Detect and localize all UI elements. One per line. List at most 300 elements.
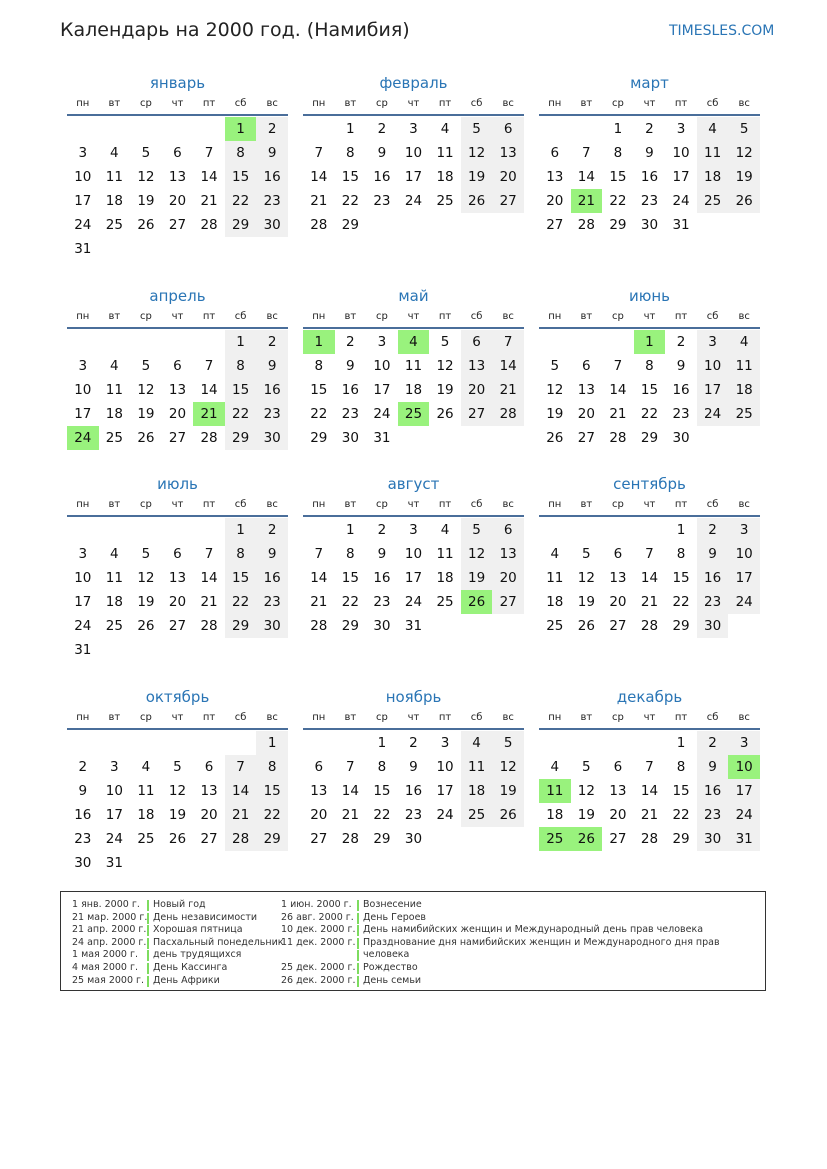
day-cell: 18 [546,807,564,823]
month-name: март [630,74,669,92]
day-cell: 25 [461,803,493,827]
day-cell: 17 [436,783,454,799]
day-cell: 9 [256,141,288,165]
day-cell: 3 [440,735,450,751]
day-cell: 17 [404,169,423,185]
weekday-header [303,307,524,329]
day-cell: 8 [225,141,257,165]
day-grid [539,518,760,638]
day-cell: 18 [105,594,123,610]
holiday-day-cell: 1 [303,330,335,354]
day-cell: 15 [609,169,627,185]
day-cell: 8 [314,358,324,374]
weekday-label: пн [76,311,90,322]
weekday-label: пн [312,499,326,510]
day-cell: 6 [173,145,182,161]
day-cell: 15 [640,382,659,398]
day-cell: 14 [341,783,359,799]
day-cell: 3 [697,330,729,354]
month-block [303,285,524,450]
day-cell: 26 [168,831,187,847]
day-cell: 29 [341,618,359,634]
day-cell: 12 [137,382,155,398]
day-cell: 16 [74,807,92,823]
day-cell: 24 [728,803,760,827]
day-grid [539,330,760,450]
day-cell: 13 [168,382,187,398]
day-cell: 5 [173,759,182,775]
holiday-day-cell: 1 [225,117,257,141]
day-cell: 2 [676,334,686,350]
day-cell: 7 [225,755,257,779]
day-cell: 6 [204,759,214,775]
day-cell: 4 [728,330,760,354]
weekday-header [303,495,524,517]
holiday-day-cell: 1 [634,330,666,354]
weekday-label: вс [738,499,750,510]
day-cell: 8 [225,354,257,378]
weekday-label: пт [438,311,452,322]
day-cell: 2 [256,117,288,141]
month-block [303,72,524,237]
empty-cell [99,117,131,141]
day-cell: 23 [74,831,92,847]
day-cell: 6 [461,330,493,354]
day-cell: 12 [461,141,493,165]
day-cell: 31 [672,217,690,233]
holiday-name: День независимости [153,911,258,923]
day-cell: 14 [225,779,257,803]
day-cell: 15 [672,570,690,586]
day-cell: 18 [436,570,454,586]
day-cell: 2 [377,121,387,137]
empty-cell [193,731,225,755]
weekday-label: сб [470,712,483,723]
month-block [67,285,288,450]
day-cell: 27 [546,217,564,233]
day-cell: 22 [672,594,690,610]
page-title: Календарь на 2000 год. (Намибия) [60,19,410,41]
day-cell: 14 [492,354,524,378]
day-cell: 26 [436,406,454,422]
day-cell: 16 [256,165,288,189]
day-cell: 18 [461,779,493,803]
empty-cell [67,330,99,354]
month-name: сентябрь [613,475,686,493]
day-cell: 1 [225,330,257,354]
day-cell: 28 [310,618,328,634]
empty-cell [193,117,225,141]
day-cell: 8 [346,145,355,161]
day-cell: 15 [341,169,359,185]
day-cell: 30 [697,827,729,851]
day-cell: 16 [256,378,288,402]
day-cell: 7 [492,330,524,354]
day-cell: 2 [645,121,654,137]
day-cell: 25 [436,193,454,209]
day-cell: 28 [310,217,328,233]
weekday-label: вс [502,98,514,109]
holiday-marker [357,963,359,974]
weekday-label: вт [108,499,121,510]
empty-cell [130,731,162,755]
day-cell: 9 [78,783,88,799]
day-cell: 19 [492,779,524,803]
weekday-label: сб [706,499,719,510]
holiday-date: 1 июн. 2000 г. [281,899,352,910]
holiday-date: 26 дек. 2000 г. [281,974,356,986]
day-cell: 22 [310,406,328,422]
day-cell: 5 [141,145,151,161]
day-cell: 3 [78,546,88,562]
day-cell: 14 [640,570,659,586]
empty-cell [225,731,257,755]
day-cell: 26 [546,430,564,446]
day-cell: 25 [436,594,454,610]
day-cell: 20 [492,566,524,590]
day-cell: 31 [105,855,123,871]
day-cell: 17 [404,570,423,586]
weekday-label: вт [108,311,121,322]
weekday-label: пт [674,311,688,322]
day-cell: 30 [404,831,423,847]
empty-cell [162,731,194,755]
day-cell: 19 [461,566,493,590]
day-cell: 11 [546,570,564,586]
day-cell: 7 [346,759,355,775]
weekday-label: вт [580,712,593,723]
day-cell: 2 [377,522,387,538]
day-cell: 19 [137,193,155,209]
day-cell: 13 [168,169,187,185]
empty-cell [634,731,666,755]
holiday-name: Празднование дня намибийских женщин и Международного дня прав [363,936,720,948]
day-cell: 22 [672,807,690,823]
day-cell: 17 [74,193,92,209]
day-cell: 5 [550,358,560,374]
day-cell: 29 [310,430,328,446]
day-cell: 5 [440,334,450,350]
day-cell: 24 [74,217,92,233]
day-cell: 17 [672,169,690,185]
day-cell: 10 [672,145,690,161]
day-cell: 4 [550,759,560,775]
day-cell: 26 [137,430,155,446]
weekday-header [67,94,288,116]
month-name: январь [149,74,206,92]
day-cell: 21 [341,807,359,823]
day-cell: 21 [310,594,328,610]
day-cell: 7 [314,546,324,562]
holiday-date: 21 апр. 2000 г. [72,924,147,936]
day-cell: 4 [141,759,151,775]
day-cell: 11 [105,169,123,185]
weekday-label: вс [266,712,278,723]
day-cell: 12 [728,141,760,165]
day-cell: 12 [492,755,524,779]
day-cell: 10 [404,546,423,562]
day-cell: 9 [256,542,288,566]
day-cell: 28 [225,827,257,851]
day-cell: 27 [200,831,218,847]
day-cell: 16 [341,382,359,398]
weekday-label: ср [375,499,388,510]
day-cell: 4 [110,358,119,374]
day-cell: 29 [225,426,257,450]
day-cell: 13 [577,382,595,398]
holiday-name: День семьи [363,974,422,986]
day-cell: 4 [110,546,119,562]
day-cell: 9 [697,542,729,566]
month-name: декабрь [616,688,683,706]
month-block [539,72,760,237]
day-cell: 28 [577,217,595,233]
day-cell: 21 [200,594,218,610]
day-cell: 29 [256,827,288,851]
day-cell: 8 [613,145,623,161]
day-cell: 7 [645,546,654,562]
day-cell: 2 [256,330,288,354]
day-cell: 6 [613,759,623,775]
holiday-day-cell: 21 [571,189,603,213]
month-name: май [398,287,429,305]
day-cell: 15 [341,570,359,586]
day-cell: 3 [728,731,760,755]
day-cell: 6 [550,145,560,161]
empty-cell [634,518,666,542]
day-cell: 12 [577,783,595,799]
day-cell: 23 [341,406,359,422]
weekday-label: пн [548,98,562,109]
weekday-label: пт [674,98,688,109]
day-cell: 30 [256,426,288,450]
day-cell: 23 [256,189,288,213]
day-cell: 12 [168,783,187,799]
day-cell: 26 [137,217,155,233]
holiday-name: Хорошая пятница [153,924,243,936]
weekday-label: вт [344,712,357,723]
day-cell: 7 [582,145,591,161]
day-cell: 22 [225,402,257,426]
day-cell: 11 [728,354,760,378]
day-cell: 15 [310,382,328,398]
day-cell: 12 [137,169,155,185]
day-cell: 21 [492,378,524,402]
holiday-date: 1 янв. 2000 г. [72,899,140,910]
weekday-label: ср [139,98,152,109]
day-cell: 13 [492,141,524,165]
day-cell: 25 [137,831,155,847]
day-cell: 19 [577,807,595,823]
weekday-label: вт [344,499,357,510]
month-name: апрель [149,287,206,305]
day-cell: 5 [582,759,591,775]
day-cell: 10 [74,570,92,586]
day-cell: 27 [310,831,328,847]
day-cell: 27 [492,590,524,614]
weekday-label: чт [643,98,656,109]
day-cell: 5 [141,546,151,562]
day-cell: 1 [225,518,257,542]
weekday-label: сб [470,499,483,510]
weekday-label: вс [502,499,514,510]
day-cell: 30 [373,618,391,634]
day-cell: 10 [697,354,729,378]
day-cell: 1 [676,735,686,751]
day-cell: 20 [168,594,187,610]
holiday-date: 10 дек. 2000 г. [281,924,356,936]
day-cell: 20 [310,807,328,823]
month-name: июнь [628,287,671,305]
empty-cell [571,330,603,354]
holiday-marker [147,913,149,924]
weekday-label: вт [580,499,593,510]
holiday-marker [357,913,359,924]
weekday-header [67,708,288,730]
holiday-day-cell: 26 [461,590,493,614]
day-cell: 23 [404,807,423,823]
day-cell: 16 [373,169,391,185]
day-cell: 30 [640,217,659,233]
month-name: ноябрь [385,688,442,706]
holiday-marker [357,950,359,961]
month-name: октябрь [145,688,210,706]
day-cell: 29 [341,217,359,233]
empty-cell [602,518,634,542]
weekday-label: вс [502,311,514,322]
empty-cell [130,518,162,542]
month-block [539,686,760,851]
day-cell: 18 [697,165,729,189]
day-cell: 24 [728,590,760,614]
day-cell: 31 [74,642,92,658]
day-cell: 22 [341,193,359,209]
day-cell: 19 [137,594,155,610]
holiday-day-cell: 10 [728,755,760,779]
holiday-date: 21 мар. 2000 г. [72,911,148,923]
day-grid [539,731,760,851]
day-cell: 12 [577,570,595,586]
day-cell: 14 [640,783,659,799]
site-link[interactable]: TIMESLES.COM [669,23,775,39]
day-cell: 7 [613,358,623,374]
day-cell: 10 [436,759,454,775]
month-name: июль [157,475,198,493]
day-cell: 21 [640,594,659,610]
weekday-label: пн [312,98,326,109]
day-cell: 12 [137,570,155,586]
day-cell: 4 [110,145,119,161]
day-cell: 8 [377,759,387,775]
empty-cell [67,518,99,542]
day-cell: 27 [609,831,627,847]
day-cell: 23 [697,590,729,614]
day-cell: 15 [672,783,690,799]
holiday-day-cell: 24 [67,426,99,450]
month-block [67,686,288,875]
empty-cell [335,731,367,755]
day-cell: 20 [492,165,524,189]
day-cell: 13 [609,783,627,799]
day-cell: 23 [672,406,690,422]
empty-cell [162,518,194,542]
day-cell: 6 [492,518,524,542]
day-cell: 11 [697,141,729,165]
day-cell: 2 [697,731,729,755]
weekday-header [539,307,760,329]
empty-cell [99,518,131,542]
day-cell: 11 [137,783,155,799]
day-cell: 11 [105,382,123,398]
day-cell: 10 [105,783,123,799]
day-cell: 27 [168,430,187,446]
day-cell: 22 [640,406,659,422]
day-grid [67,731,288,875]
weekday-label: вт [580,98,593,109]
holiday-day-cell: 25 [539,827,571,851]
weekday-label: вс [266,98,278,109]
weekday-label: вс [266,311,278,322]
weekday-label: вт [344,98,357,109]
day-cell: 26 [137,618,155,634]
day-cell: 14 [577,169,595,185]
holiday-marker [357,938,359,949]
day-cell: 20 [200,807,218,823]
holiday-marker [357,900,359,911]
weekday-label: пт [674,499,688,510]
day-cell: 25 [546,618,564,634]
day-cell: 13 [546,169,564,185]
day-cell: 20 [168,406,187,422]
day-cell: 28 [200,217,218,233]
day-cell: 15 [225,566,257,590]
day-cell: 3 [676,121,686,137]
weekday-label: пн [548,712,562,723]
weekday-label: ср [611,712,624,723]
day-cell: 30 [341,430,359,446]
month-block [303,686,524,851]
weekday-label: сб [706,712,719,723]
day-grid [303,330,524,450]
day-cell: 4 [440,522,450,538]
day-cell: 6 [613,546,623,562]
day-cell: 2 [256,518,288,542]
day-cell: 19 [577,594,595,610]
day-cell: 20 [168,193,187,209]
day-cell: 4 [461,731,493,755]
day-cell: 29 [640,430,659,446]
day-cell: 8 [346,546,355,562]
day-cell: 17 [373,382,391,398]
day-cell: 17 [728,779,760,803]
day-cell: 13 [492,542,524,566]
day-cell: 29 [225,614,257,638]
day-cell: 18 [728,378,760,402]
day-cell: 14 [200,570,218,586]
day-cell: 27 [577,430,595,446]
weekday-label: чт [407,311,420,322]
weekday-header [303,94,524,116]
day-grid [303,731,524,851]
holiday-marker [147,900,149,911]
holiday-name: День Кассинга [153,961,228,973]
day-cell: 23 [640,193,659,209]
day-cell: 13 [200,783,218,799]
day-cell: 22 [256,803,288,827]
day-cell: 31 [373,430,391,446]
weekday-label: ср [375,311,388,322]
weekday-label: пт [202,98,216,109]
